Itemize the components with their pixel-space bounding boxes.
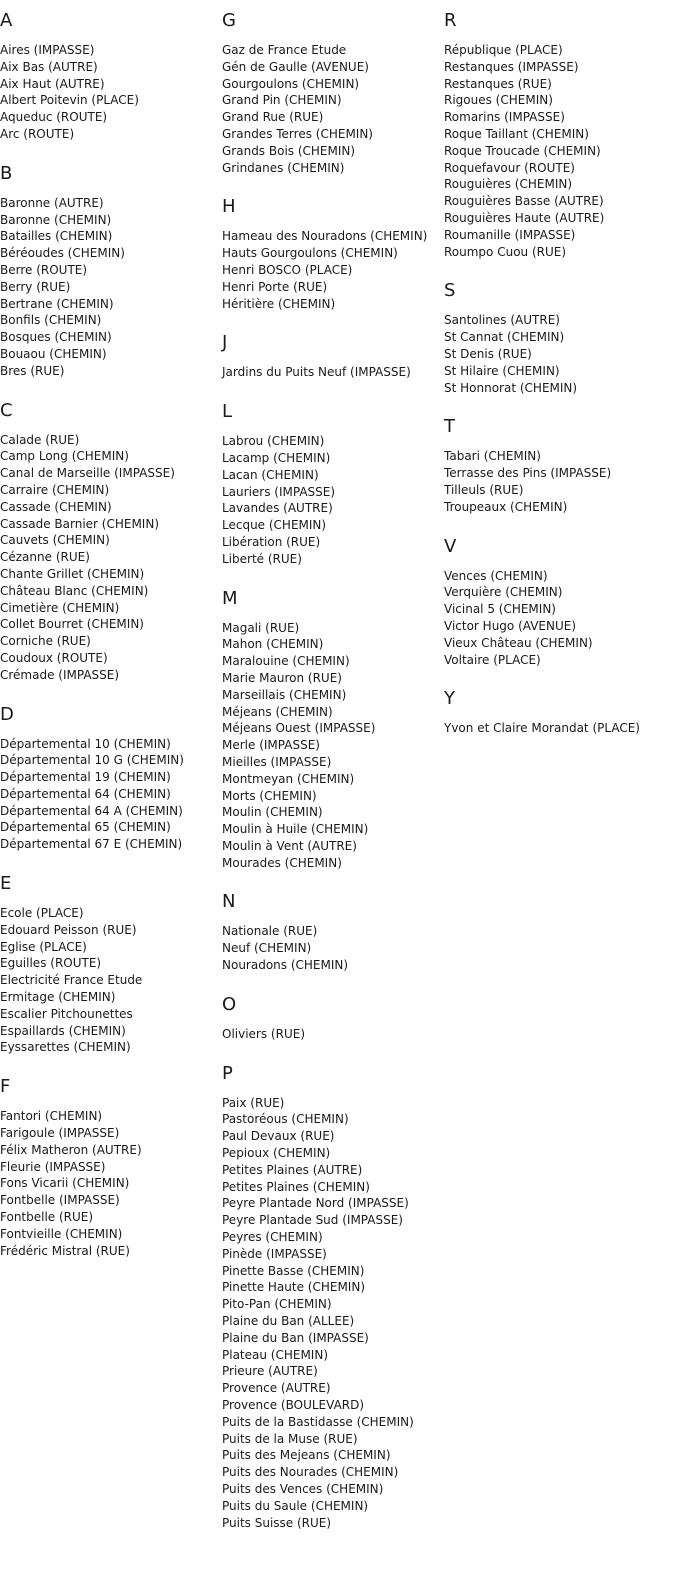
street-item: Départemental 64 (CHEMIN) xyxy=(0,786,171,801)
section-letter-heading: D xyxy=(0,703,14,725)
street-item: Peyre Plantade Sud (IMPASSE) xyxy=(222,1213,403,1228)
letter-section xyxy=(0,873,222,1056)
street-item: Electricité France Etude xyxy=(0,973,143,988)
letter-section xyxy=(222,891,444,973)
street-item: St Cannat (CHEMIN) xyxy=(444,330,565,345)
letter-section xyxy=(444,688,675,737)
section-letter-heading: O xyxy=(222,993,237,1015)
street-item: Paul Devaux (RUE) xyxy=(222,1129,335,1144)
letter-section xyxy=(0,400,222,684)
street-item: Ecole (PLACE) xyxy=(0,906,84,921)
section-letter-heading: N xyxy=(222,891,236,913)
section-letter-heading: J xyxy=(222,332,228,354)
street-item: Maralouine (CHEMIN) xyxy=(222,654,350,669)
street-item: Départemental 19 (CHEMIN) xyxy=(0,770,171,785)
street-list xyxy=(444,42,675,260)
street-item: Grandes Terres (CHEMIN) xyxy=(222,126,373,141)
street-item: Vences (CHEMIN) xyxy=(444,568,548,583)
street-item: Pinette Basse (CHEMIN) xyxy=(222,1263,365,1278)
street-list xyxy=(0,736,222,854)
letter-section xyxy=(0,1076,222,1259)
street-item: Petites Plaines (CHEMIN) xyxy=(222,1179,370,1194)
street-item: Fontvieille (CHEMIN) xyxy=(0,1226,123,1241)
street-item: Fontbelle (RUE) xyxy=(0,1210,94,1225)
street-item: Chante Grillet (CHEMIN) xyxy=(0,566,145,581)
street-item: Oliviers (RUE) xyxy=(222,1026,305,1041)
street-item: Collet Bourret (CHEMIN) xyxy=(0,617,144,632)
street-item: Grand Pin (CHEMIN) xyxy=(222,93,342,108)
street-item: Neuf (CHEMIN) xyxy=(222,941,312,956)
street-item: Pepioux (CHEMIN) xyxy=(222,1146,331,1161)
street-item: Rouguières Basse (AUTRE) xyxy=(444,194,604,209)
street-item: Château Blanc (CHEMIN) xyxy=(0,583,149,598)
street-item: Puits des Nourades (CHEMIN) xyxy=(222,1465,399,1480)
street-item: République (PLACE) xyxy=(444,43,563,57)
street-item: Bouaou (CHEMIN) xyxy=(0,346,107,361)
street-item: Départemental 10 (CHEMIN) xyxy=(0,736,171,751)
street-item: Puits de la Bastidasse (CHEMIN) xyxy=(222,1414,414,1429)
street-item: Gourgoulons (CHEMIN) xyxy=(222,76,360,91)
street-item: Roque Taillant (CHEMIN) xyxy=(444,126,589,141)
street-item: Lavandes (AUTRE) xyxy=(222,501,333,516)
street-list xyxy=(0,905,222,1056)
street-item: Baronne (CHEMIN) xyxy=(0,212,112,227)
section-letter-heading: T xyxy=(444,416,455,438)
street-item: Hauts Gourgoulons (CHEMIN) xyxy=(222,246,398,261)
street-item: Moulin à Vent (AUTRE) xyxy=(222,838,357,853)
street-item: Cézanne (RUE) xyxy=(0,550,90,565)
street-item: Lacan (CHEMIN) xyxy=(222,467,319,482)
street-item: Méjeans Ouest (IMPASSE) xyxy=(222,721,376,736)
street-item: Corniche (RUE) xyxy=(0,634,91,649)
street-item: Cassade Barnier (CHEMIN) xyxy=(0,516,159,531)
street-list xyxy=(0,42,222,143)
street-list xyxy=(0,1108,222,1259)
section-letter-heading: Y xyxy=(444,688,455,710)
street-item: Puits des Vences (CHEMIN) xyxy=(222,1482,384,1496)
street-item: Puits du Saule (CHEMIN) xyxy=(222,1498,369,1513)
street-list xyxy=(444,312,675,396)
letter-section xyxy=(444,280,675,396)
section-letter-heading: L xyxy=(222,401,233,423)
street-item: Aix Bas (AUTRE) xyxy=(0,59,98,74)
street-item: Bertrane (CHEMIN) xyxy=(0,296,114,311)
street-item: Cassade (CHEMIN) xyxy=(0,499,112,514)
street-item: Liberté (RUE) xyxy=(222,551,302,566)
street-item: St Hilaire (CHEMIN) xyxy=(444,363,560,378)
street-item: Ermitage (CHEMIN) xyxy=(0,990,116,1005)
letter-section xyxy=(444,416,675,515)
letter-section xyxy=(0,163,222,380)
street-item: Aires (IMPASSE) xyxy=(0,43,95,57)
street-item: Carraire (CHEMIN) xyxy=(0,482,110,497)
street-item: Peyre Plantade Nord (IMPASSE) xyxy=(222,1196,409,1211)
street-item: Calade (RUE) xyxy=(0,432,80,447)
street-list xyxy=(222,42,444,176)
street-item: Yvon et Claire Morandat (PLACE) xyxy=(444,721,640,736)
street-item: Berry (RUE) xyxy=(0,279,71,294)
street-item: Roque Troucade (CHEMIN) xyxy=(444,143,601,158)
street-item: Méjeans (CHEMIN) xyxy=(222,704,333,719)
letter-section xyxy=(222,994,444,1043)
street-item: Magali (RUE) xyxy=(222,620,300,635)
street-item: Mieilles (IMPASSE) xyxy=(222,754,332,769)
street-item: Plaine du Ban (IMPASSE) xyxy=(222,1330,369,1345)
street-item: Départemental 64 A (CHEMIN) xyxy=(0,803,183,818)
street-item: Cauvets (CHEMIN) xyxy=(0,533,110,548)
street-item: Fontbelle (IMPASSE) xyxy=(0,1193,120,1208)
street-list xyxy=(444,720,675,737)
section-letter-heading: G xyxy=(222,10,236,31)
street-item: Arc (ROUTE) xyxy=(0,126,75,141)
street-index-column-2 xyxy=(222,10,444,1551)
street-item: Camp Long (CHEMIN) xyxy=(0,449,129,464)
street-item: Canal de Marseille (IMPASSE) xyxy=(0,466,175,481)
street-item: Rouguières Haute (AUTRE) xyxy=(444,210,605,225)
street-item: Labrou (CHEMIN) xyxy=(222,434,325,449)
street-list xyxy=(222,1026,444,1043)
street-item: Fons Vicarii (CHEMIN) xyxy=(0,1176,130,1191)
street-item: Peyres (CHEMIN) xyxy=(222,1230,323,1245)
letter-section xyxy=(0,704,222,854)
street-item: Héritière (CHEMIN) xyxy=(222,296,336,311)
street-item: Bres (RUE) xyxy=(0,363,65,378)
street-list xyxy=(222,1095,444,1532)
street-item: Terrasse des Pins (IMPASSE) xyxy=(444,466,612,481)
street-item: Puits Suisse (RUE) xyxy=(222,1515,332,1530)
street-item: Romarins (IMPASSE) xyxy=(444,110,565,125)
street-item: Moulin (CHEMIN) xyxy=(222,805,323,820)
street-item: Albert Poitevin (PLACE) xyxy=(0,93,139,108)
section-letter-heading: E xyxy=(0,873,12,895)
letter-section xyxy=(222,1063,444,1532)
section-letter-heading: B xyxy=(0,162,13,184)
street-item: Lacamp (CHEMIN) xyxy=(222,450,331,465)
street-item: Henri Porte (RUE) xyxy=(222,279,328,294)
street-item: Lecque (CHEMIN) xyxy=(222,518,327,533)
street-item: Vicinal 5 (CHEMIN) xyxy=(444,602,556,617)
street-item: Grands Bois (CHEMIN) xyxy=(222,143,356,158)
street-list xyxy=(222,620,444,872)
street-item: Nouradons (CHEMIN) xyxy=(222,958,349,973)
street-item: Edouard Peisson (RUE) xyxy=(0,922,137,937)
street-item: Henri BOSCO (PLACE) xyxy=(222,262,353,277)
section-letter-heading: C xyxy=(0,399,13,421)
street-item: Rouguières (CHEMIN) xyxy=(444,177,573,192)
street-item: Cimetière (CHEMIN) xyxy=(0,600,120,615)
street-item: Lauriers (IMPASSE) xyxy=(222,484,336,499)
street-item: Batailles (CHEMIN) xyxy=(0,229,113,244)
street-item: Aqueduc (ROUTE) xyxy=(0,110,108,125)
section-letter-heading: M xyxy=(222,587,238,609)
street-item: Félix Matheron (AUTRE) xyxy=(0,1142,142,1157)
letter-section xyxy=(222,196,444,312)
street-item: Bonfils (CHEMIN) xyxy=(0,313,102,328)
street-item: Aix Haut (AUTRE) xyxy=(0,76,105,91)
street-item: Verquière (CHEMIN) xyxy=(444,585,563,600)
street-item: Puits des Mejeans (CHEMIN) xyxy=(222,1448,391,1463)
street-item: Hameau des Nouradons (CHEMIN) xyxy=(222,229,428,244)
street-item: Coudoux (ROUTE) xyxy=(0,650,108,665)
street-item: Grindanes (CHEMIN) xyxy=(222,160,345,175)
street-item: Départemental 67 E (CHEMIN) xyxy=(0,837,183,852)
street-item: Eglise (PLACE) xyxy=(0,939,87,954)
street-item: Crémade (IMPASSE) xyxy=(0,667,120,682)
letter-section xyxy=(222,401,444,567)
letter-section xyxy=(222,588,444,872)
letter-section xyxy=(444,536,675,669)
street-item: Gaz de France Etude xyxy=(222,43,347,57)
section-letter-heading: P xyxy=(222,1062,233,1084)
street-item: Rigoues (CHEMIN) xyxy=(444,93,553,108)
street-item: Petites Plaines (AUTRE) xyxy=(222,1162,363,1177)
street-item: Nationale (RUE) xyxy=(222,924,318,939)
street-list xyxy=(444,568,675,669)
street-item: Pinette Haute (CHEMIN) xyxy=(222,1280,366,1295)
street-item: Plateau (CHEMIN) xyxy=(222,1347,329,1362)
street-item: Morts (CHEMIN) xyxy=(222,788,317,803)
street-list xyxy=(222,923,444,973)
street-item: Bosques (CHEMIN) xyxy=(0,330,112,345)
street-item: Tabari (CHEMIN) xyxy=(444,449,541,464)
street-item: Roumanille (IMPASSE) xyxy=(444,227,576,242)
street-index-column-3 xyxy=(444,10,675,757)
section-letter-heading: R xyxy=(444,10,457,31)
section-letter-heading: A xyxy=(0,10,13,31)
street-list xyxy=(222,228,444,312)
street-item: Provence (AUTRE) xyxy=(222,1381,331,1396)
street-item: Eguilles (ROUTE) xyxy=(0,956,102,971)
street-item: Vieux Château (CHEMIN) xyxy=(444,635,593,650)
street-list xyxy=(222,364,444,381)
street-item: Béréoudes (CHEMIN) xyxy=(0,246,125,261)
street-item: Troupeaux (CHEMIN) xyxy=(444,499,568,514)
street-item: Marseillais (CHEMIN) xyxy=(222,687,347,702)
street-item: Santolines (AUTRE) xyxy=(444,313,560,328)
street-item: Fantori (CHEMIN) xyxy=(0,1109,103,1124)
street-list xyxy=(444,448,675,515)
street-item: Restanques (IMPASSE) xyxy=(444,59,579,74)
street-item: Marie Mauron (RUE) xyxy=(222,670,342,685)
letter-section xyxy=(222,10,444,176)
street-item: Victor Hugo (AVENUE) xyxy=(444,618,577,633)
letter-section xyxy=(0,10,222,143)
street-item: Escalier Pitchounettes xyxy=(0,1006,133,1021)
street-item: Merle (IMPASSE) xyxy=(222,738,320,753)
letter-section xyxy=(444,10,675,260)
street-item: Départemental 65 (CHEMIN) xyxy=(0,820,171,835)
street-index-column-1 xyxy=(0,10,222,1279)
section-letter-heading: V xyxy=(444,535,457,557)
street-item: Grand Rue (RUE) xyxy=(222,110,324,125)
street-item: Restanques (RUE) xyxy=(444,76,552,91)
street-item: St Denis (RUE) xyxy=(444,346,532,361)
street-item: Puits de la Muse (RUE) xyxy=(222,1431,358,1446)
street-item: Espaillards (CHEMIN) xyxy=(0,1023,126,1038)
street-item: Voltaire (PLACE) xyxy=(444,652,541,667)
street-item: Roquefavour (ROUTE) xyxy=(444,160,575,175)
street-item: Berre (ROUTE) xyxy=(0,262,88,277)
street-item: Tilleuls (RUE) xyxy=(444,482,524,497)
street-list xyxy=(0,195,222,380)
street-item: Frédéric Mistral (RUE) xyxy=(0,1243,130,1258)
street-item: Roumpo Cuou (RUE) xyxy=(444,244,567,259)
street-item: Prieure (AUTRE) xyxy=(222,1364,318,1379)
street-item: Mourades (CHEMIN) xyxy=(222,855,342,870)
street-item: Baronne (AUTRE) xyxy=(0,195,104,210)
street-item: Mahon (CHEMIN) xyxy=(222,637,324,652)
section-letter-heading: S xyxy=(444,280,456,302)
street-item: Provence (BOULEVARD) xyxy=(222,1398,365,1413)
street-item: Départemental 10 G (CHEMIN) xyxy=(0,753,184,768)
letter-section xyxy=(222,332,444,381)
street-list xyxy=(0,432,222,684)
street-item: Plaine du Ban (ALLEE) xyxy=(222,1314,355,1329)
street-item: Fleurie (IMPASSE) xyxy=(0,1159,106,1174)
street-item: Gén de Gaulle (AVENUE) xyxy=(222,59,369,74)
street-item: Jardins du Puits Neuf (IMPASSE) xyxy=(222,365,411,380)
street-item: Pinède (IMPASSE) xyxy=(222,1246,327,1261)
street-item: Montmeyan (CHEMIN) xyxy=(222,771,355,786)
street-item: St Honnorat (CHEMIN) xyxy=(444,380,578,395)
street-item: Eyssarettes (CHEMIN) xyxy=(0,1040,131,1055)
street-item: Moulin à Huile (CHEMIN) xyxy=(222,822,369,837)
section-letter-heading: H xyxy=(222,196,236,218)
street-item: Paix (RUE) xyxy=(222,1095,285,1110)
street-item: Farigoule (IMPASSE) xyxy=(0,1126,120,1141)
section-letter-heading: F xyxy=(0,1076,11,1098)
street-item: Libération (RUE) xyxy=(222,534,321,549)
street-list xyxy=(222,433,444,567)
street-item: Pastoréous (CHEMIN) xyxy=(222,1112,349,1127)
street-item: Pito-Pan (CHEMIN) xyxy=(222,1297,332,1312)
